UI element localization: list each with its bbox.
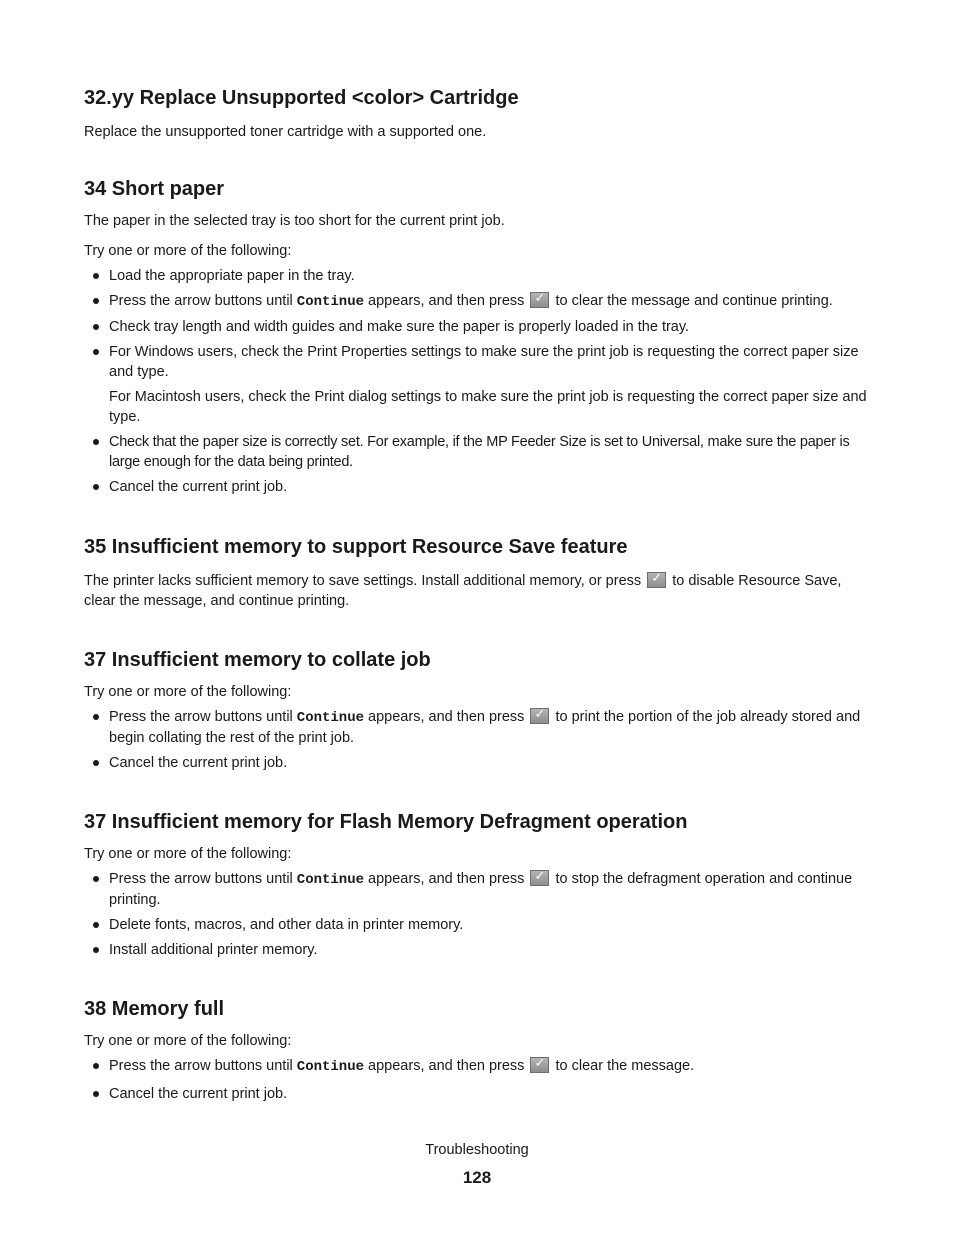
checkmark-button-icon <box>530 708 549 724</box>
section-heading: 37 Insufficient memory for Flash Memory Defragment operation <box>84 811 688 833</box>
list-item: Press the arrow buttons until Continue appears, and then press ✓ to stop the defragment operation and continue printing. <box>84 869 874 910</box>
section-heading: 38 Memory full <box>84 998 225 1020</box>
bullet-list <box>84 1056 874 1104</box>
section-32yy <box>84 86 874 142</box>
paragraph: Try one or more of the following: <box>84 243 292 259</box>
bullet-list <box>84 266 874 497</box>
section-35 <box>84 535 874 611</box>
sub-paragraph: For Macintosh users, check the Print dialog settings to make sure the print job is requesting the correct paper size and type. <box>109 389 867 425</box>
section-37-defragment <box>84 810 874 960</box>
list-item: Press the arrow buttons until Continue appears, and then press ✓ to clear the message and continue printing. <box>84 291 874 312</box>
list-item: Load the appropriate paper in the tray. <box>84 266 874 286</box>
list-item: Delete fonts, macros, and other data in printer memory. <box>84 915 874 935</box>
list-item: Cancel the current print job. <box>84 753 874 773</box>
list-item: Cancel the current print job. <box>84 1084 874 1104</box>
list-item: Press the arrow buttons until Continue appears, and then press ✓ to print the portion of the job already stored and begin collating the rest of the print job. <box>84 707 874 748</box>
checkmark-button-icon <box>530 870 549 886</box>
section-34 <box>84 177 874 497</box>
paragraph: Try one or more of the following: <box>84 846 292 862</box>
section-body: Replace the unsupported toner cartridge with a supported one. <box>84 124 487 140</box>
list-item: For Windows users, check the Print Properties settings to make sure the print job is requesting the correct paper size and type. For Macintosh users, check the Print dialog settings to make sure the print job is requesting the correct paper size and type. <box>84 342 874 427</box>
list-item: Install additional printer memory. <box>84 940 874 960</box>
checkmark-button-icon <box>530 1057 549 1073</box>
section-heading: 35 Insufficient memory to support Resource Save feature <box>84 536 628 558</box>
section-heading: 34 Short paper <box>84 178 225 200</box>
list-item: Press the arrow buttons until Continue appears, and then press ✓ to clear the message. <box>84 1056 874 1077</box>
section-38 <box>84 997 874 1104</box>
bullet-list <box>84 869 874 960</box>
list-item: Check tray length and width guides and make sure the paper is properly loaded in the tray. <box>84 317 874 337</box>
paragraph: Try one or more of the following: <box>84 684 292 700</box>
paragraph: Try one or more of the following: <box>84 1033 292 1049</box>
checkmark-button-icon <box>530 292 549 308</box>
footer-chapter-label: Troubleshooting <box>425 1142 529 1158</box>
code-text: Continue <box>296 1059 365 1075</box>
paragraph: The paper in the selected tray is too short for the current print job. <box>84 213 505 229</box>
bullet-list <box>84 707 874 773</box>
section-heading: 37 Insufficient memory to collate job <box>84 649 431 671</box>
code-text: Continue <box>296 872 365 888</box>
page-number: 128 <box>462 1168 492 1187</box>
checkmark-button-icon <box>647 572 666 588</box>
paragraph: The printer lacks sufficient memory to save settings. Install additional memory, or press ✓ to disable Resource Save, clear the message, and continue printing. <box>84 571 874 611</box>
list-item: Cancel the current print job. <box>84 477 874 497</box>
code-text: Continue <box>296 710 365 726</box>
section-37-collate <box>84 648 874 773</box>
page-footer <box>0 1140 954 1188</box>
code-text: Continue <box>296 294 365 310</box>
list-item: Check that the paper size is correctly set. For example, if the MP Feeder Size is set to Universal, make sure the paper is large enough for the data being printed. <box>84 432 874 472</box>
section-heading: 32.yy Replace Unsupported <color> Cartridge <box>84 87 519 109</box>
